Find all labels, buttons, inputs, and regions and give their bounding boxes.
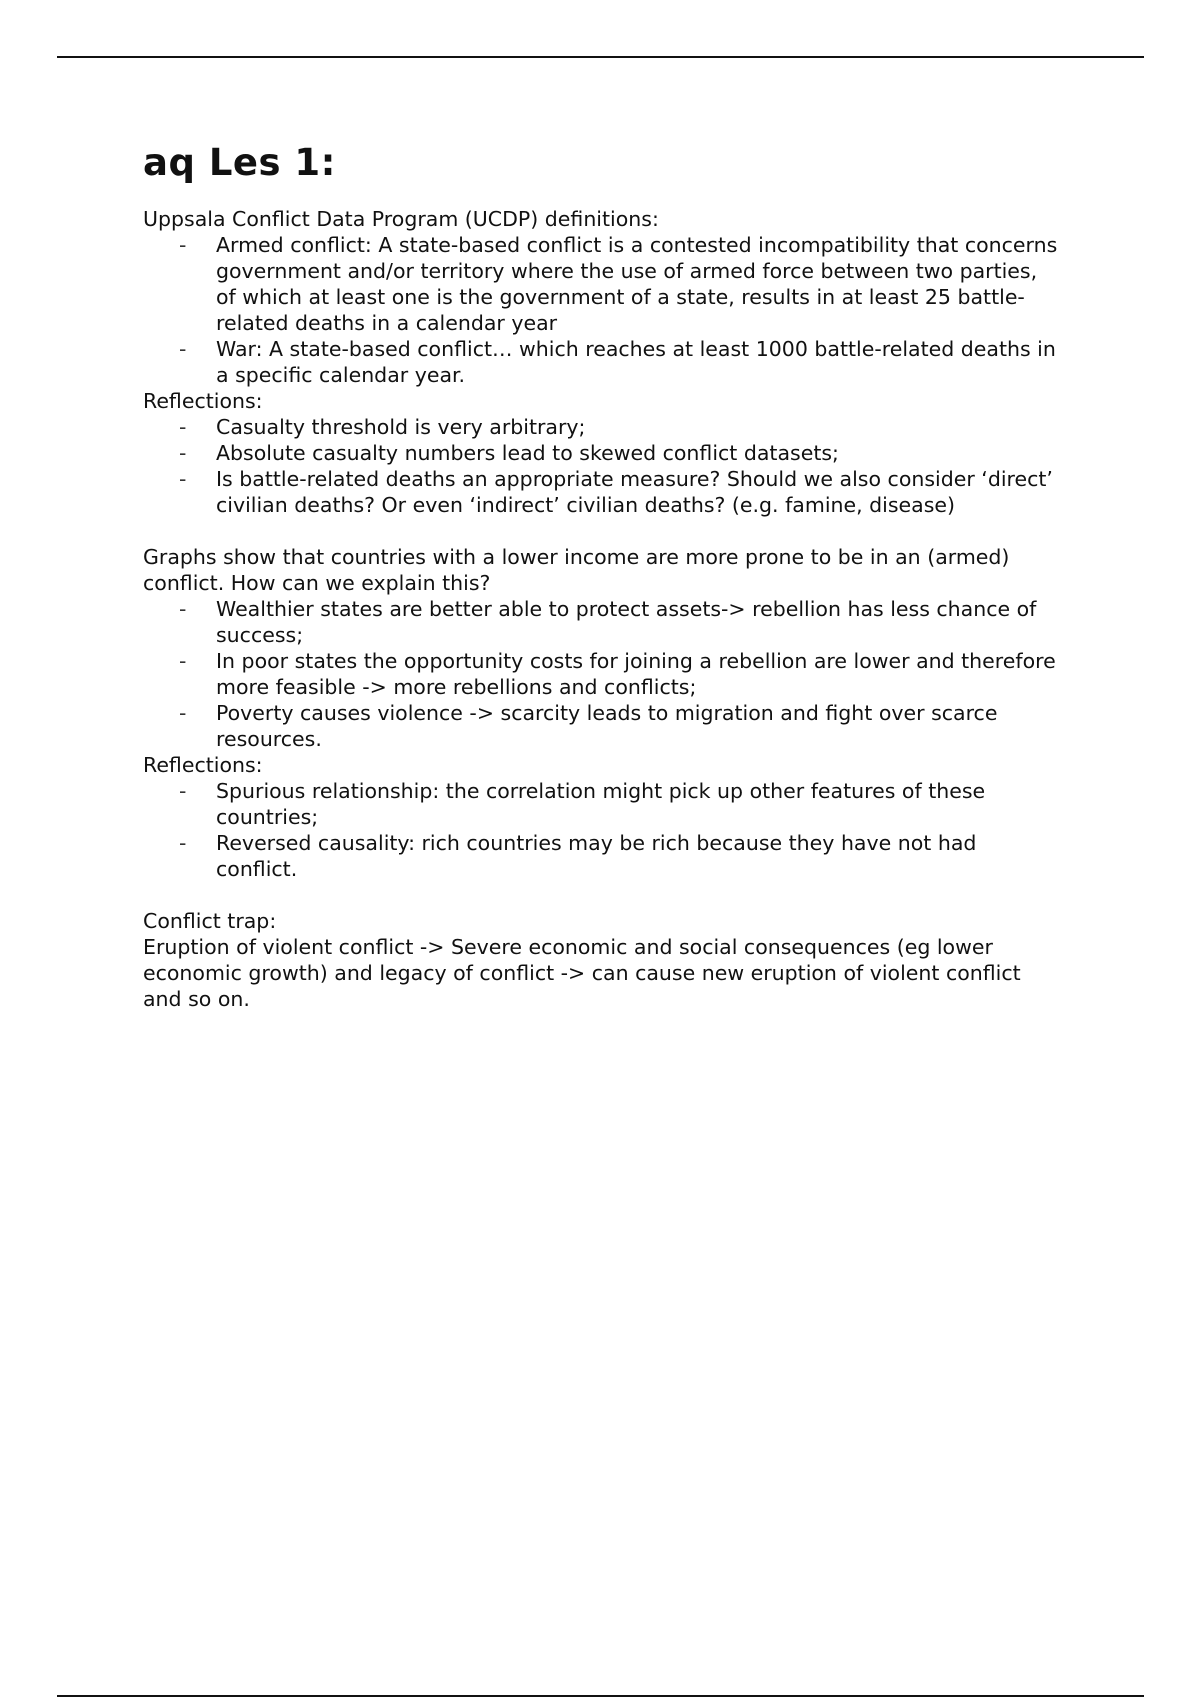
list-item-text: In poor states the opportunity costs for joining a rebellion are lower and therefore more feasible -> more rebellions and conflicts; bbox=[216, 649, 1056, 699]
list-item-text: Armed conflict: A state-based conflict is a contested incompatibility that concerns government and/or territory where the use of armed force between two parties, of which at least one is the government of a state, results in at least 25 battle-related deaths in a calendar year bbox=[216, 233, 1058, 335]
section-heading-conflict-trap: Conflict trap: bbox=[143, 909, 277, 933]
list-item bbox=[179, 596, 1063, 648]
dash-bullet: - bbox=[179, 649, 187, 673]
dash-bullet: - bbox=[179, 441, 187, 465]
dash-bullet: - bbox=[179, 337, 187, 361]
dash-bullet: - bbox=[179, 701, 187, 725]
list-item-text: Casualty threshold is very arbitrary; bbox=[216, 415, 586, 439]
list-item bbox=[179, 232, 1063, 336]
reflections-list-1 bbox=[143, 414, 1063, 518]
list-item-text: Reversed causality: rich countries may be rich because they have not had conflict. bbox=[216, 831, 977, 881]
dash-bullet: - bbox=[179, 415, 187, 439]
footer-rule bbox=[57, 1695, 1144, 1697]
dash-bullet: - bbox=[179, 831, 187, 855]
list-item bbox=[179, 414, 1063, 440]
list-item-text: Absolute casualty numbers lead to skewed conflict datasets; bbox=[216, 441, 839, 465]
dash-bullet: - bbox=[179, 597, 187, 621]
list-item bbox=[179, 440, 1063, 466]
paragraph-spacer bbox=[143, 882, 1063, 908]
list-item bbox=[179, 700, 1063, 752]
section-heading-reflections-2: Reflections: bbox=[143, 753, 263, 777]
income-explanations-list bbox=[143, 596, 1063, 752]
dash-bullet: - bbox=[179, 233, 187, 257]
list-item-text: Wealthier states are better able to protect assets-> rebellion has less chance of success; bbox=[216, 597, 1037, 647]
header-rule bbox=[57, 56, 1144, 58]
reflections-list-2 bbox=[143, 778, 1063, 882]
list-item-text: Is battle-related deaths an appropriate measure? Should we also consider ‘direct’ civilian deaths? Or even ‘indirect’ civilian deaths? (e.g. famine, disease) bbox=[216, 467, 1053, 517]
list-item bbox=[179, 466, 1063, 518]
list-item bbox=[179, 648, 1063, 700]
list-item bbox=[179, 336, 1063, 388]
list-item bbox=[179, 778, 1063, 830]
dash-bullet: - bbox=[179, 779, 187, 803]
section-heading-reflections-1: Reflections: bbox=[143, 389, 263, 413]
list-item-text: War: A state-based conflict… which reaches at least 1000 battle-related deaths in a specific calendar year. bbox=[216, 337, 1056, 387]
section-heading-ucdp: Uppsala Conflict Data Program (UCDP) definitions: bbox=[143, 207, 659, 231]
page-title: aq Les 1: bbox=[143, 141, 336, 184]
paragraph-spacer bbox=[143, 518, 1063, 544]
list-item bbox=[179, 830, 1063, 882]
document-body bbox=[143, 140, 1063, 1012]
section-heading-income-conflict: Graphs show that countries with a lower income are more prone to be in an (armed) conflict. How can we explain this? bbox=[143, 545, 1010, 595]
list-item-text: Poverty causes violence -> scarcity leads to migration and fight over scarce resources. bbox=[216, 701, 998, 751]
conflict-trap-text: Eruption of violent conflict -> Severe economic and social consequences (eg lower economic growth) and legacy of conflict -> can cause new eruption of violent conflict and so on. bbox=[143, 935, 1021, 1011]
list-item-text: Spurious relationship: the correlation might pick up other features of these countries; bbox=[216, 779, 986, 829]
dash-bullet: - bbox=[179, 467, 187, 491]
ucdp-definitions-list bbox=[143, 232, 1063, 388]
